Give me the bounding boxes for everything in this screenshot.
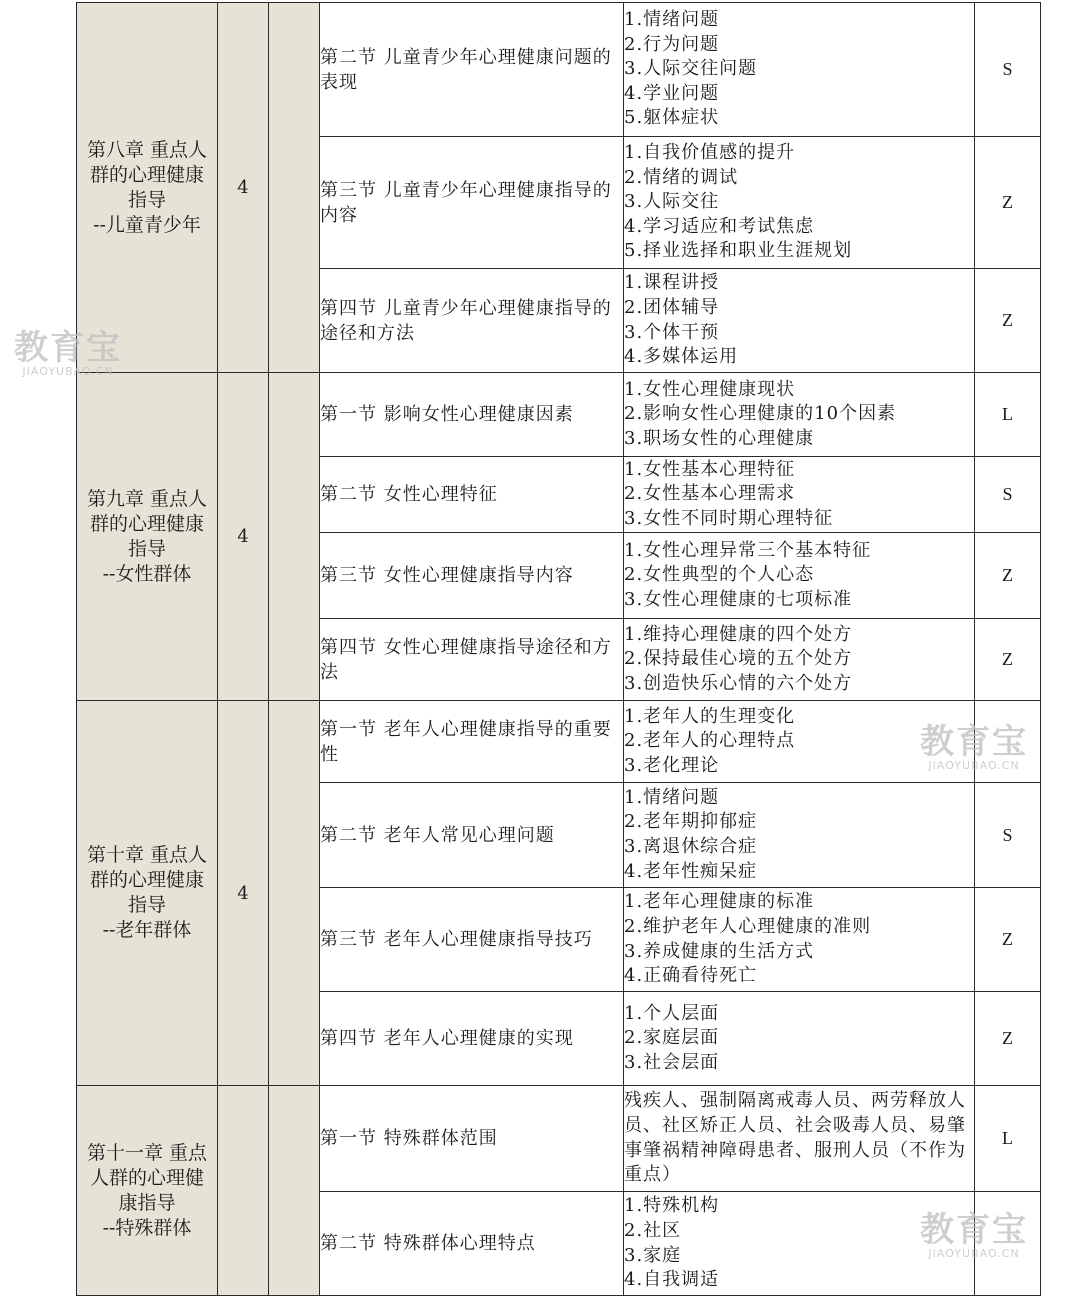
section-level: S bbox=[975, 457, 1041, 533]
point-item: 4.学习适应和考试焦虑 bbox=[624, 215, 815, 237]
section-row bbox=[77, 1086, 1041, 1192]
point-item: 1.个人层面 bbox=[624, 1002, 720, 1024]
chapter-title: 第九章 重点人 群的心理健康 指导 --女性群体 bbox=[77, 373, 218, 701]
section-title: 第三节 儿童青少年心理健康指导的内容 bbox=[320, 137, 624, 269]
section-level: L bbox=[975, 1086, 1041, 1192]
point-item: 1.老年心理健康的标准 bbox=[624, 891, 815, 913]
watermark-logo-text: 教育宝 bbox=[14, 328, 122, 368]
point-item: 1.老年人的生理变化 bbox=[624, 705, 796, 727]
section-points bbox=[624, 373, 975, 457]
watermark-url-text: JIAOYUBAO.CN bbox=[22, 365, 114, 378]
point-item: 2.老年期抑郁症 bbox=[624, 811, 758, 833]
point-item: 1.自我价值感的提升 bbox=[624, 142, 796, 164]
point-item: 2.保持最佳心境的五个处方 bbox=[624, 648, 853, 670]
point-item: 3.人际交往 bbox=[624, 191, 720, 213]
section-points bbox=[624, 888, 975, 992]
section-title: 第二节 老年人常见心理问题 bbox=[320, 783, 624, 888]
section-title: 第四节 老年人心理健康的实现 bbox=[320, 992, 624, 1086]
chapter-blank-cell bbox=[269, 701, 320, 1086]
watermark-url-text: JIAOYUBAO.CN bbox=[928, 1247, 1020, 1260]
section-points bbox=[624, 619, 975, 701]
point-item: 5.躯体症状 bbox=[624, 107, 720, 129]
point-item: 2.影响女性心理健康的10个因素 bbox=[624, 403, 897, 425]
section-level: Z bbox=[975, 619, 1041, 701]
chapter-hours: 4 bbox=[218, 701, 269, 1086]
chapter-hours: 4 bbox=[218, 3, 269, 373]
point-item: 2.老年人的心理特点 bbox=[624, 730, 796, 752]
point-item: 2.维护老年人心理健康的准则 bbox=[624, 915, 872, 937]
point-item: 4.老年性痴呆症 bbox=[624, 860, 758, 882]
point-item: 3.职场女性的心理健康 bbox=[624, 427, 815, 449]
section-row bbox=[77, 373, 1041, 457]
section-points bbox=[624, 3, 975, 137]
point-item: 2.行为问题 bbox=[624, 33, 720, 55]
chapter-title: 第八章 重点人 群的心理健康 指导 --儿童青少年 bbox=[77, 3, 218, 373]
section-title: 第二节 儿童青少年心理健康问题的表现 bbox=[320, 3, 624, 137]
chapter-title: 第十一章 重点 人群的心理健 康指导 --特殊群体 bbox=[77, 1086, 218, 1296]
point-item: 3.女性不同时期心理特征 bbox=[624, 507, 834, 529]
section-level: Z bbox=[975, 533, 1041, 619]
section-title: 第三节 老年人心理健康指导技巧 bbox=[320, 888, 624, 992]
section-row bbox=[77, 3, 1041, 137]
point-item: 1.维持心理健康的四个处方 bbox=[624, 623, 853, 645]
chapter-blank-cell bbox=[269, 3, 320, 373]
chapter-hours bbox=[218, 1086, 269, 1296]
point-item: 3.养成健康的生活方式 bbox=[624, 940, 815, 962]
section-level: Z bbox=[975, 137, 1041, 269]
section-title: 第三节 女性心理健康指导内容 bbox=[320, 533, 624, 619]
point-item: 2.女性典型的个人心态 bbox=[624, 564, 815, 586]
chapter-title: 第十章 重点人 群的心理健康 指导 --老年群体 bbox=[77, 701, 218, 1086]
section-points bbox=[624, 137, 975, 269]
point-item: 1.情绪问题 bbox=[624, 9, 720, 31]
chapter-blank-cell bbox=[269, 1086, 320, 1296]
section-level: S bbox=[975, 3, 1041, 137]
point-item: 1.课程讲授 bbox=[624, 272, 720, 294]
section-points bbox=[624, 1086, 975, 1192]
section-points bbox=[624, 701, 975, 783]
section-row bbox=[77, 701, 1041, 783]
section-points bbox=[624, 992, 975, 1086]
point-item: 1.女性心理异常三个基本特征 bbox=[624, 539, 872, 561]
section-level bbox=[975, 1192, 1041, 1296]
point-item: 4.学业问题 bbox=[624, 82, 720, 104]
point-item: 1.情绪问题 bbox=[624, 786, 720, 808]
point-item: 1.女性基本心理特征 bbox=[624, 458, 796, 480]
point-item: 3.创造快乐心情的六个处方 bbox=[624, 672, 853, 694]
point-item: 3.社会层面 bbox=[624, 1051, 720, 1073]
section-title: 第二节 女性心理特征 bbox=[320, 457, 624, 533]
point-item: 3.离退休综合症 bbox=[624, 836, 758, 857]
section-points bbox=[624, 457, 975, 533]
point-item: 3.老化理论 bbox=[624, 754, 720, 776]
point-item: 5.择业选择和职业生涯规划 bbox=[624, 240, 853, 262]
point-item: 2.团体辅导 bbox=[624, 296, 720, 318]
section-title: 第四节 儿童青少年心理健康指导的途径和方法 bbox=[320, 269, 624, 373]
watermark-logo-text: 教育宝 bbox=[920, 722, 1028, 762]
section-points bbox=[624, 533, 975, 619]
point-item: 1.女性心理健康现状 bbox=[624, 378, 796, 400]
point-item: 2.女性基本心理需求 bbox=[624, 483, 796, 505]
point-item: 2.社区 bbox=[624, 1219, 682, 1241]
section-title: 第一节 影响女性心理健康因素 bbox=[320, 373, 624, 457]
point-item: 3.人际交往问题 bbox=[624, 58, 758, 80]
section-title: 第二节 特殊群体心理特点 bbox=[320, 1192, 624, 1296]
point-item: 4.自我调适 bbox=[624, 1269, 720, 1291]
chapter-blank-cell bbox=[269, 373, 320, 701]
section-level bbox=[975, 701, 1041, 783]
section-level: Z bbox=[975, 888, 1041, 992]
section-title: 第四节 女性心理健康指导途径和方法 bbox=[320, 619, 624, 701]
section-title: 第一节 老年人心理健康指导的重要性 bbox=[320, 701, 624, 783]
section-points bbox=[624, 783, 975, 888]
section-level: Z bbox=[975, 992, 1041, 1086]
section-level: Z bbox=[975, 269, 1041, 373]
chapter-hours: 4 bbox=[218, 373, 269, 701]
point-item: 2.家庭层面 bbox=[624, 1027, 720, 1049]
point-item: 3.女性心理健康的七项标准 bbox=[624, 588, 853, 610]
point-item: 2.情绪的调试 bbox=[624, 166, 739, 188]
section-level: S bbox=[975, 783, 1041, 888]
watermark-logo-text: 教育宝 bbox=[920, 1210, 1028, 1250]
section-level: L bbox=[975, 373, 1041, 457]
point-item: 3.家庭 bbox=[624, 1244, 682, 1266]
point-item: 3.个体干预 bbox=[624, 321, 720, 343]
point-item: 4.多媒体运用 bbox=[624, 346, 739, 368]
point-item: 1.特殊机构 bbox=[624, 1195, 720, 1217]
section-title: 第一节 特殊群体范围 bbox=[320, 1086, 624, 1192]
point-item: 4.正确看待死亡 bbox=[624, 965, 758, 987]
point-item: 残疾人、强制隔离戒毒人员、两劳释放人员、社区矫正人员、社会吸毒人员、易肇事肇祸精神障碍患者、服刑人员（不作为重点） bbox=[624, 1090, 966, 1186]
watermark-url-text: JIAOYUBAO.CN bbox=[928, 759, 1020, 772]
section-points bbox=[624, 1192, 975, 1296]
section-points bbox=[624, 269, 975, 373]
syllabus-table bbox=[76, 2, 1041, 1296]
